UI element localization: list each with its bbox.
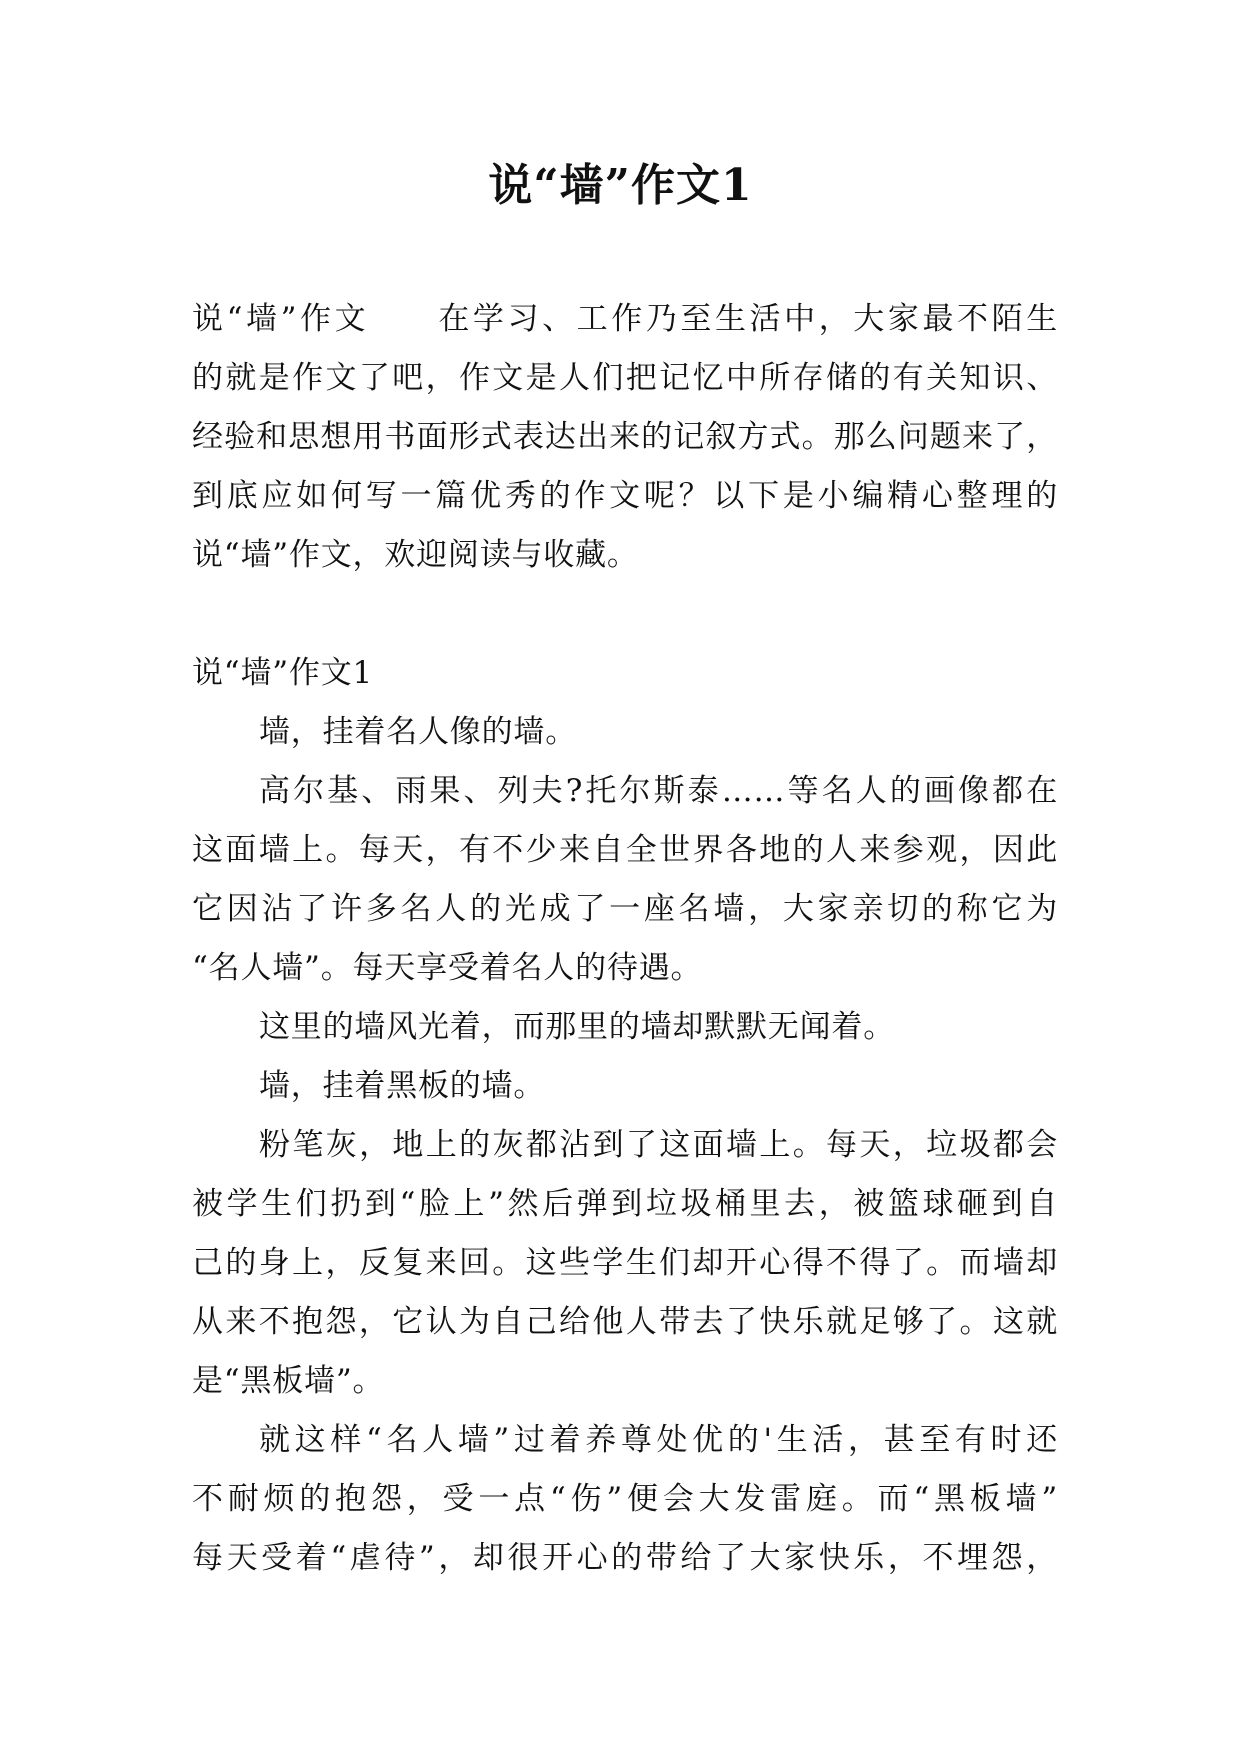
text-line: 就这样“名人墙”过着养尊处优的'生活，甚至有时还 [259, 1422, 1058, 1458]
text-line: 墙，挂着名人像的墙。 [259, 714, 577, 750]
text-line: 说“墙”作文 在学习、工作乃至生活中，大家最不陌生 [192, 301, 1058, 337]
text-line: 到底应如何写一篇优秀的作文呢？以下是小编精心整理的 [192, 478, 1058, 514]
text-line: 这里的墙风光着，而那里的墙却默默无闻着。 [259, 1009, 895, 1045]
intro-paragraph [192, 290, 1058, 585]
text-line: 这面墙上。每天，有不少来自全世界各地的人来参观，因此 [192, 832, 1058, 868]
text-line: 不耐烦的抱怨，受一点“伤”便会大发雷庭。而“黑板墙” [192, 1481, 1058, 1517]
text-line: 被学生们扔到“脸上”然后弹到垃圾桶里去，被篮球砸到自 [192, 1186, 1058, 1222]
text-line: 说“墙”作文，欢迎阅读与收藏。 [192, 537, 639, 573]
paragraph [192, 1411, 1058, 1588]
text-line: 粉笔灰，地上的灰都沾到了这面墙上。每天，垃圾都会 [259, 1127, 1058, 1163]
text-line: 是“黑板墙”。 [192, 1363, 385, 1399]
document-body [192, 290, 1058, 1588]
paragraph [192, 1057, 1058, 1116]
section-heading: 说“墙”作文1 [192, 655, 374, 691]
text-line: 它因沾了许多名人的光成了一座名墙，大家亲切的称它为 [192, 891, 1058, 927]
paragraph [192, 998, 1058, 1057]
text-line: “名人墙”。每天享受着名人的待遇。 [192, 950, 703, 986]
text-line: 从来不抱怨，它认为自己给他人带去了快乐就足够了。这就 [192, 1304, 1058, 1340]
text-line: 每天受着“虐待”，却很开心的带给了大家快乐，不埋怨， [192, 1540, 1058, 1576]
document-title: 说“墙”作文1 [488, 160, 753, 211]
text-line: 己的身上，反复来回。这些学生们却开心得不得了。而墙却 [192, 1245, 1058, 1281]
paragraph [192, 762, 1058, 998]
text-line: 经验和思想用书面形式表达出来的记叙方式。那么问题来了， [192, 419, 1058, 455]
paragraph [192, 1116, 1058, 1411]
text-line: 高尔基、雨果、列夫?托尔斯泰……等名人的画像都在 [259, 773, 1058, 809]
text-line: 墙，挂着黑板的墙。 [259, 1068, 546, 1104]
paragraph [192, 703, 1058, 762]
text-line: 的就是作文了吧，作文是人们把记忆中所存储的有关知识、 [192, 360, 1058, 396]
